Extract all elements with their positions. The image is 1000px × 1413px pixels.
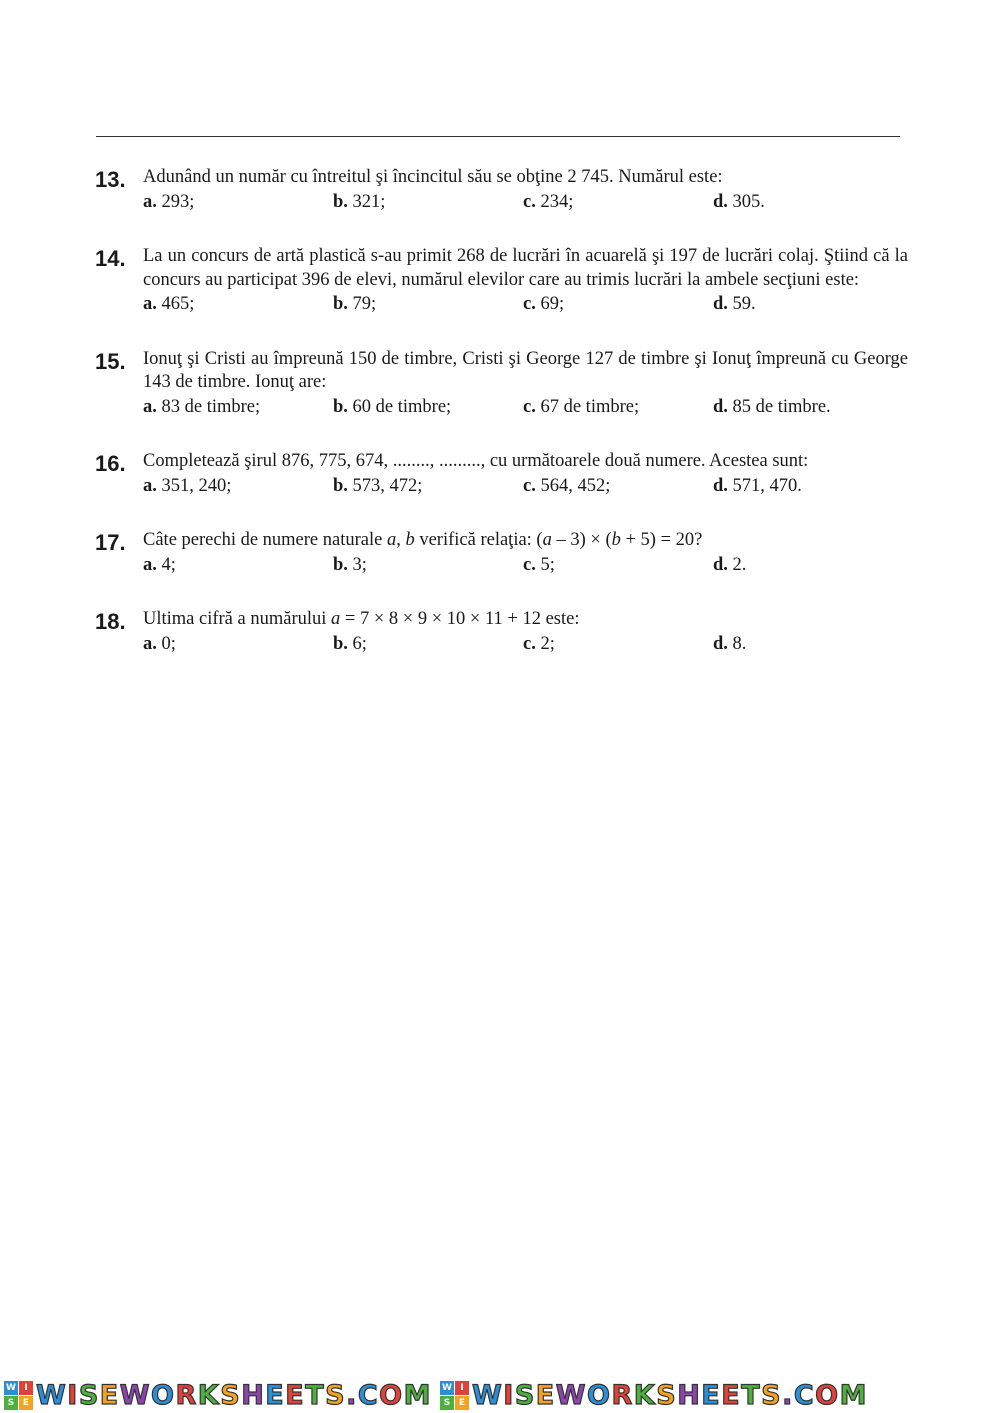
question-text: Câte perechi de numere naturale a, b verifică relaţia: (a – 3) × (b + 5) = 20?	[143, 530, 703, 550]
logo-tile: W	[4, 1381, 18, 1395]
option-b[interactable]: b. 79;	[333, 294, 377, 314]
logo-tile: E	[455, 1396, 469, 1410]
question-text: La un concurs de artă plastică s-au primit 268 de lucrări în acuarelă şi 197 de lucrări colaj. Ştiind că la concurs au participat 396 de elevi, numărul elevilor care au trimis lucrări la ambele secţiuni este:	[143, 246, 908, 290]
option-c[interactable]: c. 69;	[523, 294, 565, 314]
watermark-block	[440, 1381, 868, 1411]
option-c[interactable]: c. 234;	[523, 191, 574, 212]
question-13	[0, 166, 1000, 214]
question-number: 13.	[95, 167, 126, 192]
answer-options	[143, 396, 908, 420]
question-number: 15.	[95, 348, 126, 374]
option-d[interactable]: d. 571, 470.	[713, 475, 802, 496]
watermark-text: WISEWORKSHEETS.COM	[472, 1379, 868, 1411]
option-c[interactable]: c. 5;	[523, 554, 555, 575]
option-c[interactable]: c. 564, 452;	[523, 475, 611, 496]
option-c[interactable]: c. 2;	[523, 633, 555, 654]
option-a[interactable]: a. 351, 240;	[143, 475, 232, 496]
question-text: Completează şirul 876, 775, 674, ........, ........., cu următoarele două numere. Acestea sunt:	[143, 451, 809, 471]
question-number: 17.	[95, 530, 126, 555]
option-b[interactable]: b. 6;	[333, 633, 367, 654]
logo-tile: W	[440, 1381, 454, 1395]
wise-logo-icon	[440, 1381, 469, 1410]
option-c[interactable]: c. 67 de timbre;	[523, 396, 640, 417]
option-a[interactable]: a. 83 de timbre;	[143, 396, 261, 417]
logo-tile: E	[19, 1396, 33, 1410]
question-text: Ionuţ şi Cristi au împreună 150 de timbre, Cristi şi George 127 de timbre şi Ionuţ împreună cu George 143 de timbre. Ionuţ are:	[143, 348, 908, 392]
answer-options	[143, 633, 908, 657]
question-16	[0, 450, 1000, 498]
question-17	[0, 529, 1000, 577]
option-a[interactable]: a. 4;	[143, 554, 176, 575]
option-d[interactable]: d. 2.	[713, 554, 747, 575]
logo-tile: I	[455, 1381, 469, 1395]
question-text: Adunând un număr cu întreitul şi încincitul său se obţine 2 745. Numărul este:	[143, 167, 723, 187]
answer-options	[143, 554, 908, 578]
option-b[interactable]: b. 60 de timbre;	[333, 396, 452, 417]
answer-options	[143, 293, 908, 317]
answer-options	[143, 475, 908, 499]
question-18	[0, 608, 1000, 656]
answer-options	[143, 191, 908, 215]
option-a[interactable]: a. 0;	[143, 633, 176, 654]
footer-watermark	[0, 1378, 1000, 1413]
option-b[interactable]: b. 3;	[333, 554, 367, 575]
option-d[interactable]: d. 8.	[713, 633, 747, 654]
watermark-text: WISEWORKSHEETS.COM	[36, 1379, 432, 1411]
option-a[interactable]: a. 465;	[143, 294, 195, 314]
question-text: Ultima cifră a numărului a = 7 × 8 × 9 × 10 × 11 + 12 este:	[143, 609, 580, 629]
question-number: 18.	[95, 609, 126, 634]
question-number: 16.	[95, 451, 126, 476]
option-d[interactable]: d. 305.	[713, 191, 765, 212]
option-a[interactable]: a. 293;	[143, 191, 195, 212]
question-list	[0, 166, 1000, 687]
option-d[interactable]: d. 59.	[713, 294, 756, 314]
option-d[interactable]: d. 85 de timbre.	[713, 396, 831, 417]
wise-logo-icon	[4, 1381, 33, 1410]
logo-tile: S	[4, 1396, 18, 1410]
option-b[interactable]: b. 573, 472;	[333, 475, 423, 496]
question-number: 14.	[95, 246, 126, 271]
logo-tile: S	[440, 1396, 454, 1410]
question-15	[0, 348, 1000, 420]
watermark-block	[4, 1381, 432, 1411]
logo-tile: I	[19, 1381, 33, 1395]
header-divider	[96, 136, 900, 137]
question-14	[0, 245, 1000, 317]
option-b[interactable]: b. 321;	[333, 191, 386, 212]
